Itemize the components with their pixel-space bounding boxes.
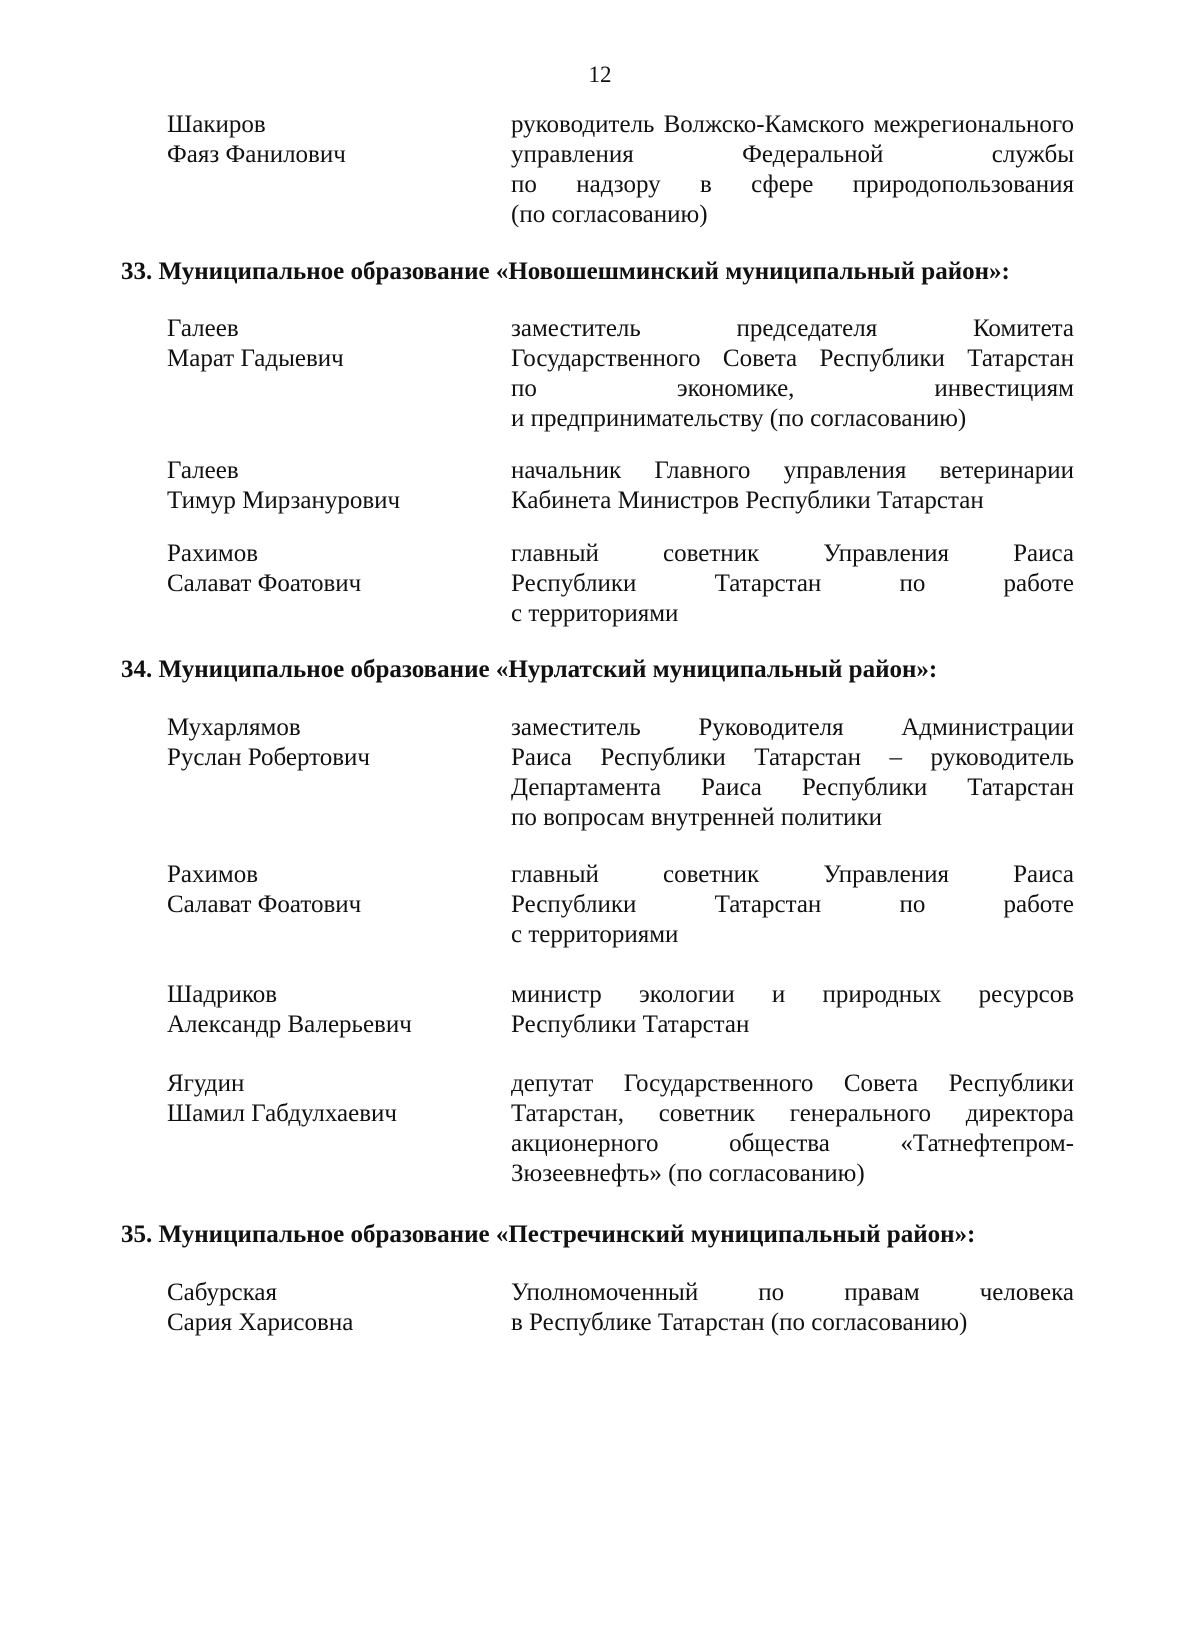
member-name	[167, 713, 477, 773]
role-line: Кабинета Министров Республики Татарстан	[511, 487, 984, 514]
member-surname: Ягудин	[167, 1070, 245, 1097]
role-line: Раиса Республики Татарстан – руководитель	[511, 744, 1074, 771]
role-line: заместитель Руководителя Администрации	[511, 714, 1074, 741]
member-name	[167, 1069, 477, 1129]
member-name	[167, 314, 477, 374]
member-surname: Шадриков	[167, 981, 278, 1008]
member-role	[511, 713, 1074, 833]
role-line: Республики Татарстан по работе	[511, 891, 1074, 918]
member-role	[511, 314, 1074, 434]
member-name	[167, 456, 477, 516]
role-line: Республики Татарстан по работе	[511, 570, 1074, 597]
member-given-name: Александр Валерьевич	[167, 1011, 412, 1038]
role-line: заместитель председателя Комитета	[511, 315, 1074, 342]
member-given-name: Фаяз Фанилович	[167, 141, 346, 168]
member-role	[511, 860, 1074, 950]
section-heading-34: 34. Муниципальное образование «Нурлатский муниципальный район»:	[121, 656, 938, 683]
member-surname: Мухарлямов	[167, 714, 301, 741]
member-surname: Рахимов	[167, 540, 259, 567]
role-line: Департамента Раиса Республики Татарстан	[511, 774, 1074, 801]
role-line: министр экологии и природных ресурсов	[511, 981, 1074, 1008]
member-surname: Галеев	[167, 457, 239, 484]
role-line: и предпринимательству (по согласованию)	[511, 405, 967, 432]
member-name	[167, 860, 477, 920]
role-line: акционерного общества «Татнефтепром-	[511, 1130, 1074, 1157]
member-given-name: Тимур Мирзанурович	[167, 487, 401, 514]
role-line: по вопросам внутренней политики	[511, 804, 883, 831]
member-given-name: Салават Фоатович	[167, 570, 362, 597]
member-role	[511, 539, 1074, 629]
member-name	[167, 1278, 477, 1338]
member-role	[511, 1069, 1074, 1189]
role-line: руководитель Волжско-Камского межрегионального	[511, 111, 1074, 138]
role-line: по надзору в сфере природопользования	[511, 171, 1074, 198]
role-line: начальник Главного управления ветеринарии	[511, 457, 1074, 484]
member-name	[167, 980, 477, 1040]
member-given-name: Сария Харисовна	[167, 1309, 354, 1336]
role-line: в Республике Татарстан (по согласованию)	[511, 1309, 968, 1336]
member-role	[511, 110, 1074, 230]
role-line: Уполномоченный по правам человека	[511, 1279, 1074, 1306]
member-name	[167, 539, 477, 599]
member-given-name: Марат Гадыевич	[167, 345, 344, 372]
member-surname: Галеев	[167, 315, 239, 342]
role-line: главный советник Управления Раиса	[511, 861, 1074, 888]
section-heading-33: 33. Муниципальное образование «Новошешминский муниципальный район»:	[121, 258, 1010, 285]
role-line: главный советник Управления Раиса	[511, 540, 1074, 567]
role-line: управления Федеральной службы	[511, 141, 1074, 168]
role-line: с территориями	[511, 921, 679, 948]
section-heading-35: 35. Муниципальное образование «Пестречинский муниципальный район»:	[121, 1221, 976, 1248]
member-given-name: Салават Фоатович	[167, 891, 362, 918]
role-line: Республики Татарстан	[511, 1011, 750, 1038]
member-surname: Шакиров	[167, 111, 266, 138]
member-role	[511, 980, 1074, 1040]
member-name	[167, 110, 477, 170]
member-role	[511, 1278, 1074, 1338]
role-line: по экономике, инвестициям	[511, 375, 1074, 402]
role-line: депутат Государственного Совета Республики	[511, 1070, 1074, 1097]
member-role	[511, 456, 1074, 516]
role-line: с территориями	[511, 600, 679, 627]
page-number: 12	[588, 62, 612, 87]
role-line: Зюзеевнефть» (по согласованию)	[511, 1160, 865, 1187]
member-given-name: Руслан Робертович	[167, 744, 370, 771]
role-line: Государственного Совета Республики Татарстан	[511, 345, 1074, 372]
member-surname: Рахимов	[167, 861, 259, 888]
member-given-name: Шамил Габдулхаевич	[167, 1100, 397, 1127]
member-surname: Сабурская	[167, 1279, 277, 1306]
role-line: (по согласованию)	[511, 201, 708, 228]
role-line: Татарстан, советник генерального директора	[511, 1100, 1074, 1127]
